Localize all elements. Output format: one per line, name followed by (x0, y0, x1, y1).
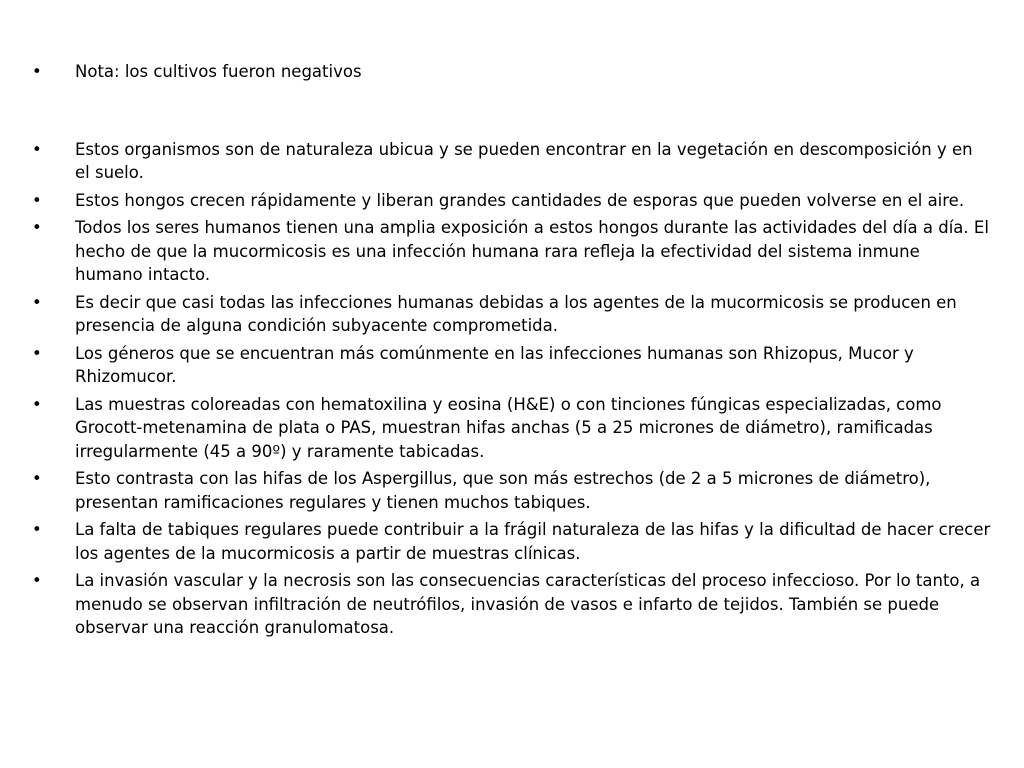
list-item (32, 189, 992, 213)
list-item (32, 342, 992, 389)
list-item-text: Los géneros que se encuentran más comúnmente en las infecciones humanas son Rhizopus, Mucor y Rhizomucor. (75, 343, 914, 386)
bullet-dot-icon: • (32, 218, 42, 237)
list-item-text: Las muestras coloreadas con hematoxilina y eosina (H&E) o con tinciones fúngicas especializadas, como Grocott-metenamina de plata o PAS, muestran hifas anchas (5 a 25 micrones de diámetro), ramificadas irregularmente (45 a 90º) y raramente tabicadas. (75, 394, 942, 461)
bullet-list (32, 60, 992, 644)
list-item-text: Todos los seres humanos tienen una amplia exposición a estos hongos durante las actividades del día a día. El hecho de que la mucormicosis es una infección humana rara refleja la efectividad del sistema inmune humano intacto. (75, 218, 989, 284)
list-item (32, 393, 992, 464)
bullet-dot-icon: • (32, 292, 42, 312)
bullet-dot-icon: • (32, 343, 42, 363)
list-item-text: Es decir que casi todas las infecciones humanas debidas a los agentes de la mucormicosis se producen en presencia de alguna condición subyacente comprometida. (75, 292, 957, 335)
list-item-text: La falta de tabiques regulares puede contribuir a la frágil naturaleza de las hifas y la dificultad de hacer crecer los agentes de la mucormicosis a partir de muestras clínicas. (75, 520, 991, 563)
list-item (32, 138, 992, 185)
bullet-dot-icon: • (32, 571, 42, 590)
note-text: Nota: los cultivos fueron negativos (75, 62, 362, 81)
bullet-dot-icon: • (32, 469, 42, 488)
list-item (32, 518, 992, 565)
bullet-dot-icon: • (32, 62, 42, 81)
bullet-dot-icon: • (32, 190, 42, 210)
list-item-text: Estos organismos son de naturaleza ubicua y se pueden encontrar en la vegetación en descomposición y en el suelo. (75, 139, 973, 182)
note-item (32, 60, 992, 84)
list-item (32, 569, 992, 640)
bullet-dot-icon: • (32, 520, 42, 539)
bullet-dot-icon: • (32, 394, 42, 414)
list-item-text: La invasión vascular y la necrosis son las consecuencias características del proceso infeccioso. Por lo tanto, a menudo se observan infiltración de neutrófilos, invasión de vasos e infarto de tejidos. También se puede observar una reacción granulomatosa. (75, 571, 981, 637)
list-item-text: Estos hongos crecen rápidamente y liberan grandes cantidades de esporas que pueden volverse en el aire. (75, 190, 965, 210)
spacer (32, 88, 992, 138)
list-item-text: Esto contrasta con las hifas de los Aspergillus, que son más estrechos (de 2 a 5 micrones de diámetro), presentan ramificaciones regulares y tienen muchos tabiques. (75, 469, 931, 512)
list-item (32, 291, 992, 338)
list-item (32, 216, 992, 287)
list-item (32, 467, 992, 514)
bullet-dot-icon: • (32, 139, 42, 159)
